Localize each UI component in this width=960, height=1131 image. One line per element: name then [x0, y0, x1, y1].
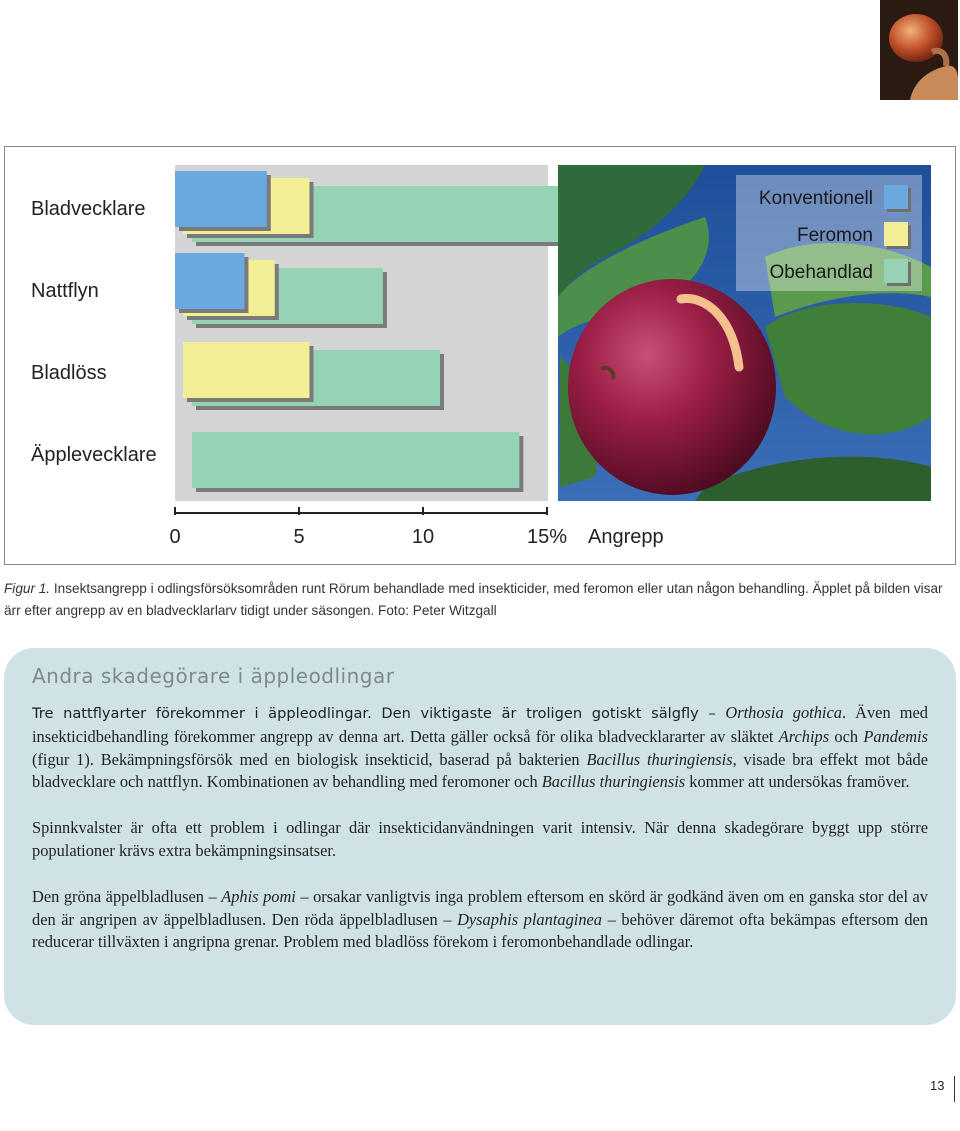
caption-text: Insektsangrepp i odlingsförsöksområden runt Rörum behandlade med insekticider, med feromon eller utan någon behandling. Äpplet på bilden visar ärr efter angrepp av en bladvecklarlarv tidigt under säsongen. Foto: Peter Witzgall: [4, 581, 943, 618]
category-label: Bladlöss: [31, 362, 107, 384]
p3-italic-2: Dysaphis plantaginea: [457, 909, 602, 929]
bar: [175, 171, 267, 227]
legend-swatch: [884, 259, 908, 283]
tick-label: 10: [411, 526, 435, 548]
p1-text-5: , visade bra effekt mot både bladvecklare och nattflyn. Kombinationen av behandling med feromoner och: [32, 749, 929, 792]
legend-label: Konventionell: [758, 188, 873, 209]
category-labels: [31, 198, 157, 466]
p1-italic-2: Archips: [778, 726, 830, 746]
page-number-rule: [954, 1076, 955, 1102]
tick-label: 15%: [526, 526, 568, 548]
bar: [192, 432, 519, 488]
bar-obehandlad-3: [192, 432, 523, 492]
legend-label: Obehandlad: [769, 262, 873, 283]
category-label: Nattflyn: [31, 280, 99, 302]
paragraph-2: Spinnkvalster är ofta ett problem i odlingar där insekticidanvändningen varit intensiv. När denna skadegörare byggt upp större populationer krävs extra bekämpningsinsatser.: [32, 818, 928, 860]
p3-italic-1: Aphis pomi: [221, 886, 296, 906]
p1-text-3: och: [829, 726, 864, 746]
bar-konventionell-1: [175, 253, 248, 313]
legend-swatch: [884, 222, 908, 246]
p1-italic-3: Pandemis: [863, 726, 928, 746]
tick-label: 5: [293, 526, 305, 548]
bar-feromon-2: [183, 342, 313, 402]
p1-text-1: Tre nattflyarter förekommer i äppleodlingar. Den viktigaste är troligen gotiskt sälgfly –: [32, 705, 726, 722]
caption-label: Figur 1.: [4, 581, 51, 596]
bar: [183, 342, 309, 398]
figure-frame: [4, 146, 956, 565]
apple-in-hand-illustration: [880, 0, 958, 100]
paragraph-3: [32, 886, 928, 954]
paragraph-1: [32, 702, 928, 794]
info-panel: [4, 648, 956, 1025]
x-axis: [169, 507, 663, 548]
p1-italic-4: Bacillus thuringiensis: [586, 749, 733, 769]
p3-text-3: – behöver däremot ofta bekämpas eftersom den reducerar tillväxten i angripna grenar. Problem med bladlöss förekom i feromonbehandlade odlingar.: [32, 909, 928, 952]
category-label: Äpplevecklare: [31, 444, 157, 466]
page-number: 13: [930, 1078, 945, 1093]
legend-swatch: [884, 185, 908, 209]
p1-italic-5: Bacillus thuringiensis: [541, 772, 686, 792]
p1-text-4: (figur 1). Bekämpningsförsök med en biologisk insekticid, baserad på bakterien: [32, 749, 587, 769]
p3-text-1: Den gröna äppelbladlusen –: [32, 886, 222, 906]
p1-text-6: kommer att undersökas framöver.: [685, 772, 910, 792]
tick-label: 0: [169, 526, 181, 548]
bar-konventionell-0: [175, 171, 271, 231]
legend: [736, 175, 922, 291]
p1-italic-1: Orthosia gothica: [725, 703, 842, 722]
figure-caption: [4, 578, 956, 622]
category-label: Bladvecklare: [31, 198, 146, 220]
x-axis-label: Angrepp: [588, 526, 664, 548]
p3-text-2: – orsakar vanligtvis inga problem eftersom en skörd är godkänd även om en ganska stor del av den är angripen av äppelbladlusen. Den röda äppelbladlusen –: [32, 886, 928, 929]
legend-label: Feromon: [796, 225, 873, 246]
apple-in-hand-photo: [880, 0, 958, 100]
panel-title: Andra skadegörare i äppleodlingar: [32, 664, 395, 688]
figure-illustration: [5, 147, 955, 564]
p1-text-2: . Även med insekticidbehandling förekommer angrepp av denna art. Detta gäller också för olika bladvecklararter av släktet: [32, 703, 928, 746]
bar: [175, 253, 244, 309]
